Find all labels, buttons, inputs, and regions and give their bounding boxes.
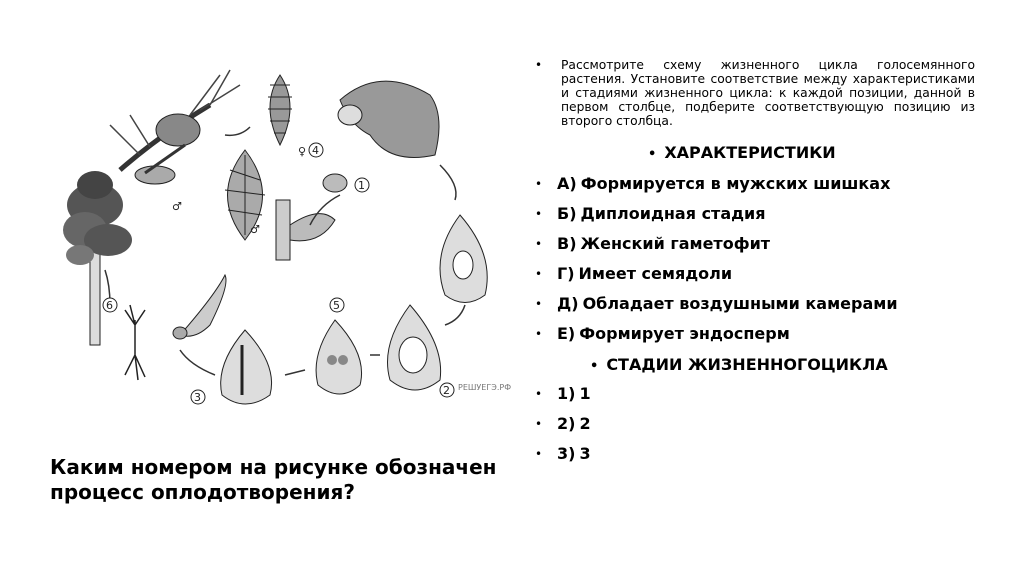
list-item [535, 259, 898, 289]
stages-list [535, 379, 591, 469]
svg-text:3: 3 [194, 391, 201, 404]
intro-text: Рассмотрите схему жизненного цикла голосемянного растения. Установите соответствие между характеристиками и стадиями жизненного цикла: к каждой позиции, данной в первом столбце, подберите соответствующую позицию из второго столбца. [561, 58, 975, 128]
item-letter: Е) [557, 324, 576, 343]
list-item [535, 379, 591, 409]
watermark: РЕШУЕГЭ.РФ [458, 383, 512, 392]
item-letter: А) [557, 174, 577, 193]
item-text: Обладает воздушными камерами [582, 294, 898, 313]
svg-text:5: 5 [333, 299, 340, 312]
item-text: 2 [579, 414, 591, 433]
characteristics-heading [648, 143, 836, 162]
item-letter: 3) [557, 444, 576, 463]
bullet-icon: • [590, 359, 599, 374]
item-text: 3 [579, 444, 591, 463]
item-text: Диплоидная стадия [580, 204, 766, 223]
item-text: Имеет семядоли [578, 264, 733, 283]
svg-text:2: 2 [443, 384, 450, 397]
gymnosperm-life-cycle-illustration [50, 55, 520, 425]
list-item [535, 439, 591, 469]
bullet-icon: • [535, 237, 543, 251]
bullet-icon: • [535, 58, 543, 72]
item-letter: В) [557, 234, 577, 253]
list-item [535, 169, 898, 199]
stage-marker-6 [103, 298, 117, 312]
male-symbol-1: ♂ [172, 200, 182, 213]
bullet-icon: • [535, 177, 543, 191]
list-item [535, 409, 591, 439]
bullet-icon: • [535, 387, 543, 401]
bullet-icon: • [535, 417, 543, 431]
bullet-icon: • [648, 147, 657, 162]
list-item [535, 289, 898, 319]
male-symbol-2: ♂ [250, 223, 260, 236]
bullet-icon: • [535, 327, 543, 341]
bullet-icon: • [535, 447, 543, 461]
stage-marker-1 [355, 178, 369, 192]
item-text: 1 [579, 384, 591, 403]
bullet-icon: • [535, 297, 543, 311]
item-letter: 1) [557, 384, 576, 403]
svg-text:6: 6 [106, 299, 113, 312]
stages-heading-label: СТАДИИ ЖИЗНЕННОГОЦИКЛА [606, 355, 888, 374]
svg-text:1: 1 [358, 179, 365, 192]
characteristics-list [535, 169, 898, 349]
svg-text:4: 4 [312, 144, 319, 157]
bullet-icon: • [535, 207, 543, 221]
female-symbol: ♀ [298, 145, 307, 158]
stages-heading [590, 355, 888, 374]
list-item [535, 319, 898, 349]
stage-marker-2 [440, 383, 454, 397]
intro-block [535, 58, 975, 128]
item-letter: Г) [557, 264, 575, 283]
bullet-icon: • [535, 267, 543, 281]
question-text: Каким номером на рисунке обозначен процесс оплодотворения? [50, 455, 497, 504]
list-item [535, 199, 898, 229]
stage-marker-4 [309, 143, 323, 157]
item-text: Женский гаметофит [580, 234, 771, 253]
list-item [535, 229, 898, 259]
characteristics-heading-label: ХАРАКТЕРИСТИКИ [664, 143, 836, 162]
item-text: Формирует эндосперм [579, 324, 790, 343]
item-letter: Д) [557, 294, 579, 313]
life-cycle-diagram [50, 55, 520, 425]
item-letter: 2) [557, 414, 576, 433]
item-letter: Б) [557, 204, 577, 223]
stage-marker-3 [191, 390, 205, 404]
stage-marker-5 [330, 298, 344, 312]
item-text: Формируется в мужских шишках [580, 174, 891, 193]
